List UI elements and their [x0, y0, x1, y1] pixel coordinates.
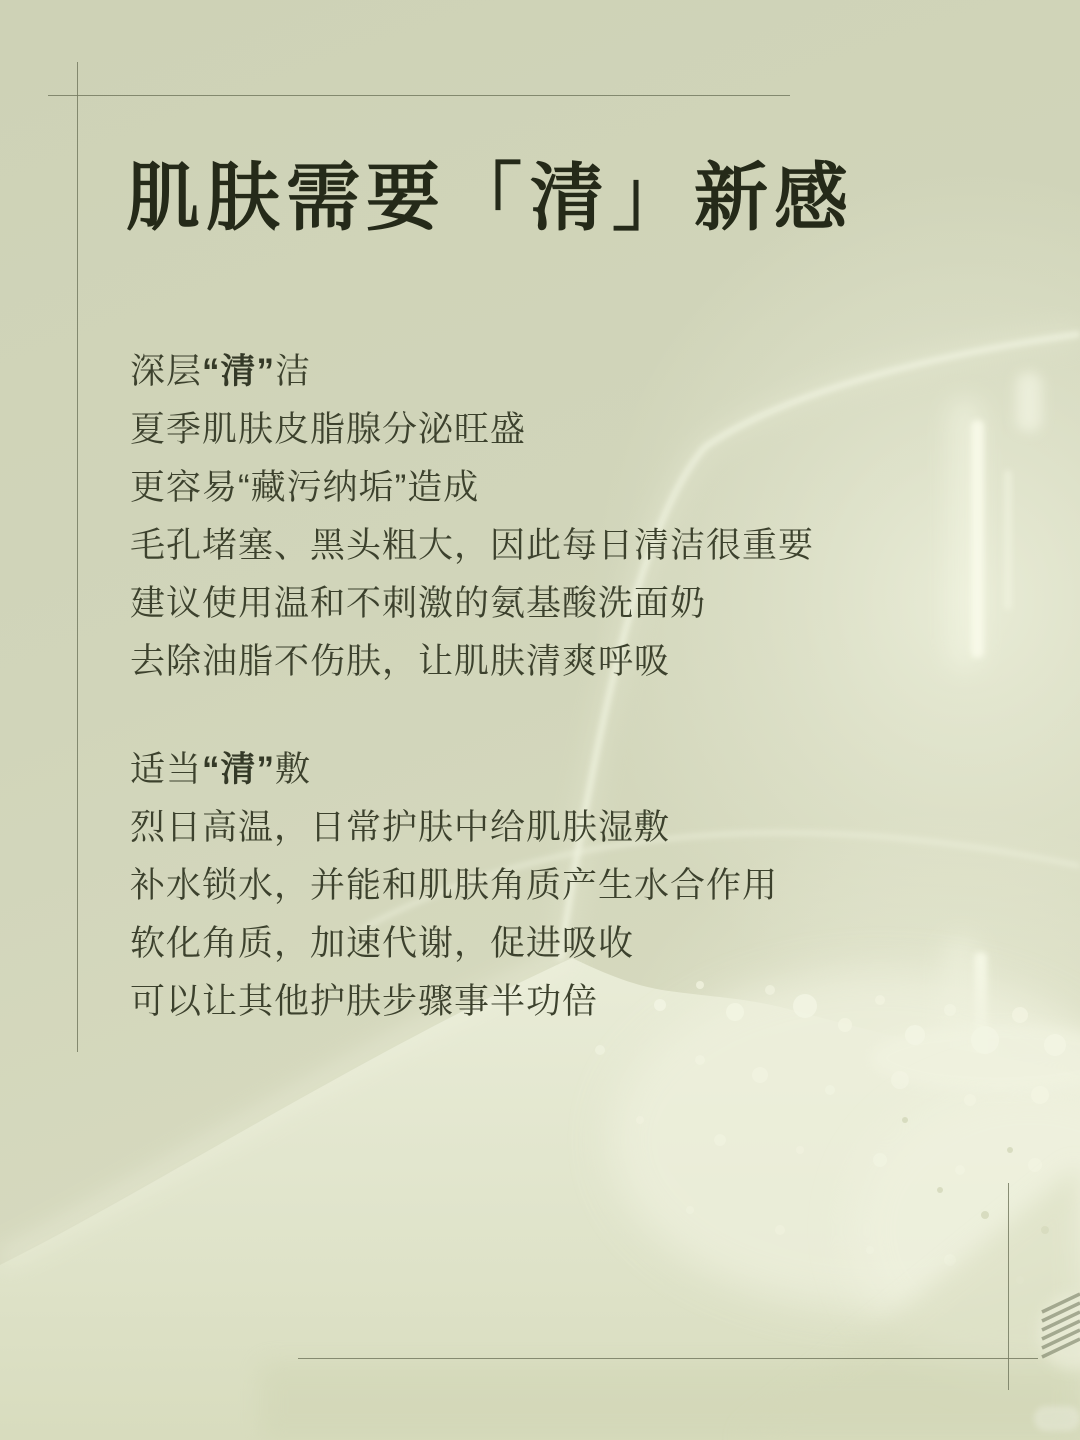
body-line: 更容易“藏污纳垢”造成 — [130, 468, 480, 507]
page-title — [126, 150, 854, 248]
heading-suffix: 敷 — [275, 750, 312, 789]
body-line: 烈日高温，日常护肤中给肌肤湿敷 — [130, 808, 671, 847]
body-line: 毛孔堵塞、黑头粗大，因此每日清洁很重要 — [130, 526, 815, 565]
title-keyword: 清 — [530, 158, 610, 240]
section-deep-cleansing — [130, 343, 814, 691]
heading-keyword: “清” — [202, 352, 276, 391]
body-line: 软化角质，加速代谢，促进吸收 — [130, 924, 635, 963]
title-bracket-close: 」 — [612, 158, 692, 240]
frame-line-bottom-right-horizontal — [298, 1358, 1038, 1359]
frame-line-top-left-vertical — [77, 62, 78, 1052]
watermark-blob — [1034, 1406, 1080, 1431]
body-line: 补水锁水，并能和肌肤角质产生水合作用 — [130, 866, 779, 905]
body-text — [130, 343, 814, 1031]
title-bracket-open: 「 — [448, 158, 528, 240]
section-compress — [130, 741, 814, 1031]
frame-line-top-left-horizontal — [48, 95, 790, 96]
section-heading — [130, 343, 814, 401]
body-line: 去除油脂不伤肤，让肌肤清爽呼吸 — [130, 642, 671, 681]
body-line: 建议使用温和不刺激的氨基酸洗面奶 — [130, 584, 707, 623]
title-tail: 新感 — [694, 158, 854, 240]
title-lead: 肌肤需要 — [126, 158, 446, 240]
bottom-shadow-band — [260, 1362, 1080, 1440]
heading-suffix: 洁 — [275, 352, 312, 391]
body-line: 夏季肌肤皮脂腺分泌旺盛 — [130, 410, 527, 449]
heading-prefix: 适当 — [130, 750, 203, 789]
heading-prefix: 深层 — [130, 352, 203, 391]
body-line: 可以让其他护肤步骤事半功倍 — [130, 982, 599, 1021]
heading-keyword: “清” — [202, 750, 276, 789]
section-heading — [130, 741, 814, 799]
